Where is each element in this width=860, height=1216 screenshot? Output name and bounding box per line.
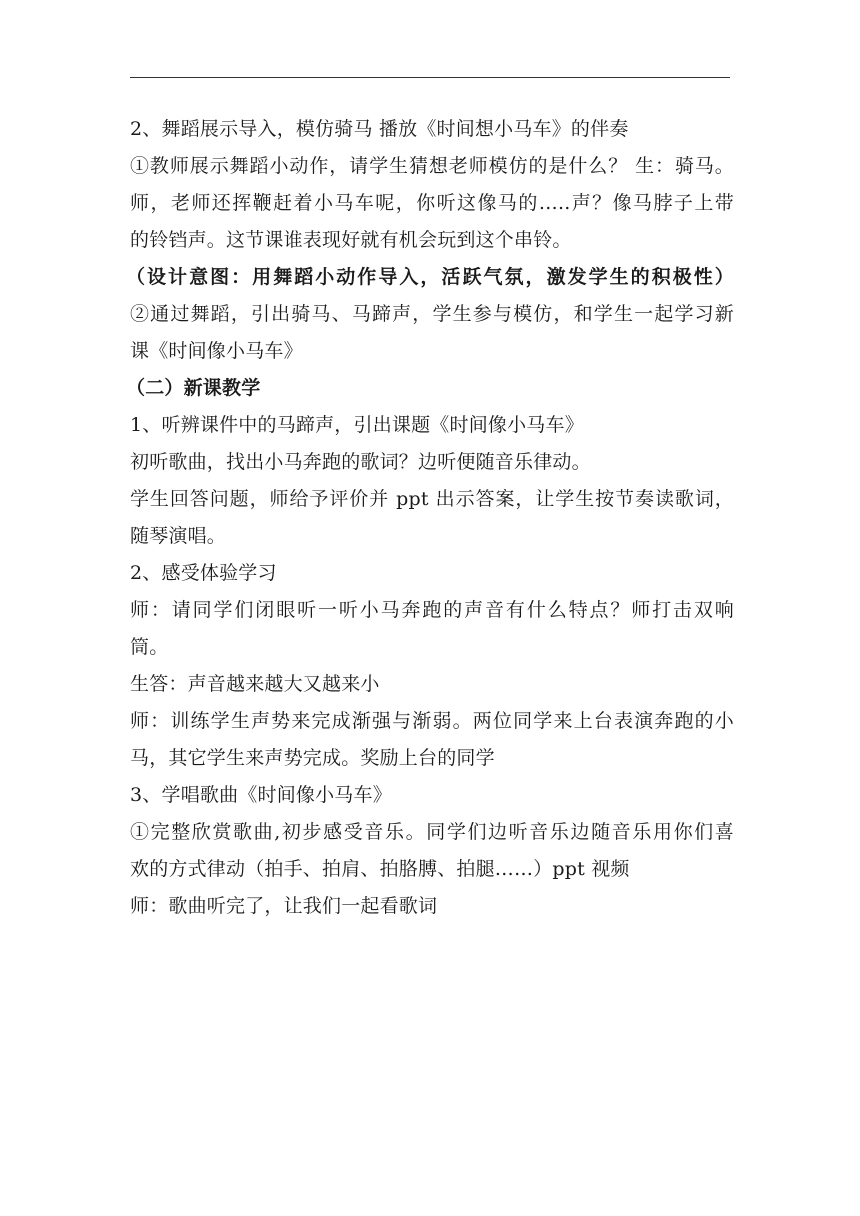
paragraph-line: 的铃铛声。这节课谁表现好就有机会玩到这个串铃。 xyxy=(130,229,572,251)
paragraph-line: 师：歌曲听完了，让我们一起看歌词 xyxy=(130,895,438,917)
paragraph-line: 1、听辨课件中的马蹄声，引出课题《时间像小马车》 xyxy=(130,414,584,436)
paragraph-line: 随琴演唱。 xyxy=(130,525,227,547)
paragraph-line: 2、感受体验学习 xyxy=(130,562,277,584)
design-intent-note: （设计意图：用舞蹈小动作导入，活跃气氛，激发学生的积极性） xyxy=(126,266,734,288)
paragraph-line: 筒。 xyxy=(130,636,169,658)
paragraph-line: 欢的方式律动（拍手、拍肩、拍胳膊、拍腿……）ppt 视频 xyxy=(130,858,630,880)
paragraph-line: 马，其它学生来声势完成。奖励上台的同学 xyxy=(130,747,495,769)
paragraph-line: 师，老师还挥鞭赶着小马车呢，你听这像马的…..声？像马脖子上带 xyxy=(130,192,734,214)
document-body xyxy=(126,111,734,925)
header-rule xyxy=(130,77,730,78)
paragraph-line: 学生回答问题，师给予评价并 ppt 出示答案，让学生按节奏读歌词， xyxy=(130,488,734,510)
paragraph-line: 课《时间像小马车》 xyxy=(130,340,303,362)
paragraph-line: 初听歌曲，找出小马奔跑的歌词？边听便随音乐律动。 xyxy=(130,451,591,473)
paragraph-line: 3、学唱歌曲《时间像小马车》 xyxy=(130,784,392,806)
paragraph-line: ②通过舞蹈，引出骑马、马蹄声，学生参与模仿，和学生一起学习新 xyxy=(130,303,734,325)
paragraph-line: 师：训练学生声势来完成渐强与渐弱。两位同学来上台表演奔跑的小 xyxy=(130,710,734,732)
paragraph-line: 2、舞蹈展示导入，模仿骑马 播放《时间想小马车》的伴奏 xyxy=(130,118,629,140)
paragraph-line: ①教师展示舞蹈小动作，请学生猜想老师模仿的是什么？ 生：骑马。 xyxy=(130,155,734,177)
paragraph-line: ①完整欣赏歌曲,初步感受音乐。同学们边听音乐边随音乐用你们喜 xyxy=(130,821,734,843)
paragraph-line: 师：请同学们闭眼听一听小马奔跑的声音有什么特点？师打击双响 xyxy=(130,599,734,621)
paragraph-line: 生答：声音越来越大又越来小 xyxy=(130,673,380,695)
section-heading: （二）新课教学 xyxy=(126,377,261,399)
